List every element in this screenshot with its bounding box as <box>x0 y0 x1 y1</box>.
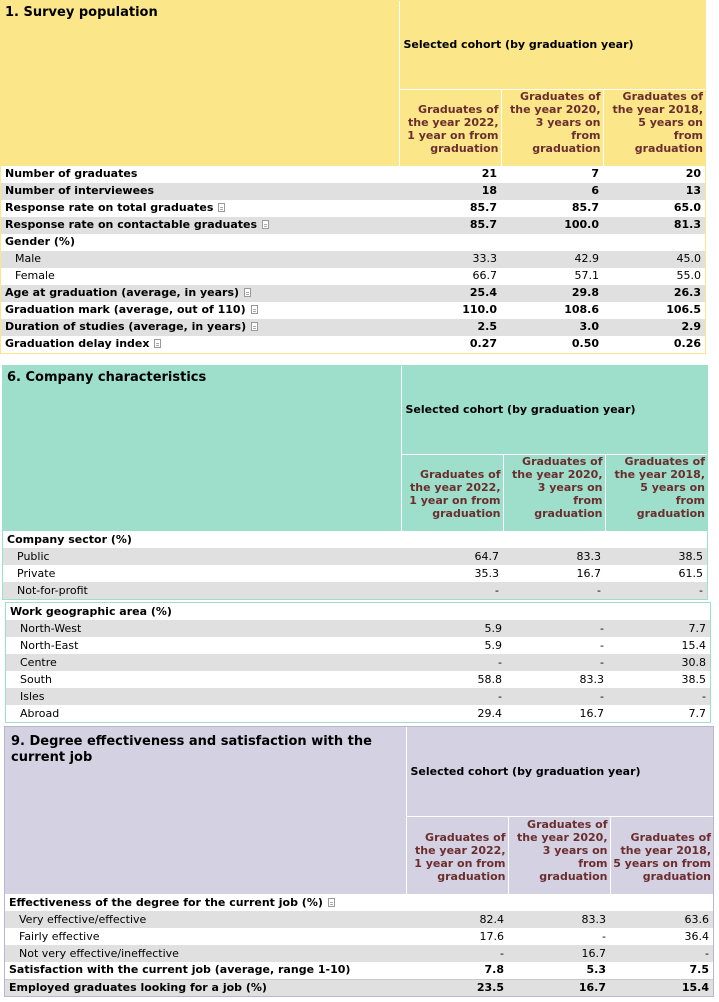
column-header-2020: Graduates of the year 2020, 3 years on from graduation <box>501 89 603 166</box>
cell-value: - <box>610 945 713 962</box>
row-label <box>6 654 404 671</box>
cell-value: 38.5 <box>605 548 707 565</box>
cell-value: - <box>605 582 707 599</box>
cell-value: 106.5 <box>603 302 705 319</box>
row-label <box>1 217 399 234</box>
cell-value: 63.6 <box>610 911 713 928</box>
section-title: 6. Company characteristics <box>3 366 401 531</box>
cell-value <box>401 531 503 548</box>
cell-value <box>501 234 603 251</box>
cell-value: 5.9 <box>404 637 506 654</box>
cell-value: 2.5 <box>399 319 501 336</box>
table-row <box>1 234 705 251</box>
cell-value: 7.7 <box>608 705 710 722</box>
row-label-text: Public <box>17 549 50 563</box>
table-row <box>1 251 705 268</box>
cell-value <box>608 603 710 620</box>
cell-value: - <box>506 654 608 671</box>
column-header-2018: Graduates of the year 2018, 5 years on from graduation <box>610 816 713 894</box>
row-label-text: Employed graduates looking for a job (%) <box>9 980 267 994</box>
table-row <box>5 928 713 945</box>
row-label-text: Not very effective/ineffective <box>19 946 179 960</box>
row-label-text: Effectiveness of the degree for the current job (%) <box>9 895 323 909</box>
row-label <box>3 565 401 582</box>
row-label <box>5 979 406 996</box>
row-label <box>6 620 404 637</box>
row-label-text: Isles <box>20 689 45 703</box>
note-icon[interactable] <box>218 203 225 212</box>
table-row <box>5 894 713 911</box>
cell-value: 29.8 <box>501 285 603 302</box>
cell-value: 35.3 <box>401 565 503 582</box>
cell-value: 21 <box>399 166 501 183</box>
row-label <box>3 548 401 565</box>
cell-value <box>603 234 705 251</box>
cell-value: 38.5 <box>608 671 710 688</box>
table-row <box>1 285 705 302</box>
row-label <box>1 336 399 353</box>
row-label <box>6 671 404 688</box>
cell-value: 85.7 <box>399 217 501 234</box>
cell-value <box>503 531 605 548</box>
cell-value: 16.7 <box>508 945 610 962</box>
row-label <box>6 637 404 654</box>
cell-value: 3.0 <box>501 319 603 336</box>
row-label-text: North-East <box>20 638 79 652</box>
cell-value: 33.3 <box>399 251 501 268</box>
note-icon[interactable] <box>251 322 258 331</box>
cell-value: 83.3 <box>508 911 610 928</box>
table-row <box>1 319 705 336</box>
cell-value: 66.7 <box>399 268 501 285</box>
cell-value: 85.7 <box>501 200 603 217</box>
row-label-text: North-West <box>20 621 82 635</box>
cell-value: - <box>506 620 608 637</box>
table-row <box>5 979 713 996</box>
row-label <box>6 705 404 722</box>
note-icon[interactable] <box>328 898 335 907</box>
cohort-label: Selected cohort (by graduation year) <box>399 1 705 89</box>
cell-value: 16.7 <box>506 705 608 722</box>
cell-value: 61.5 <box>605 565 707 582</box>
cell-value: 26.3 <box>603 285 705 302</box>
row-label <box>3 582 401 599</box>
cell-value <box>404 603 506 620</box>
row-label <box>5 894 406 911</box>
row-label-text: Number of interviewees <box>5 184 155 197</box>
row-label-text: Number of graduates <box>5 167 138 180</box>
table-row <box>3 531 707 548</box>
row-label <box>5 945 406 962</box>
table-row <box>6 603 710 620</box>
cell-value: 45.0 <box>603 251 705 268</box>
company-characteristics-section <box>2 365 708 600</box>
cell-value: 15.4 <box>608 637 710 654</box>
table-row <box>3 548 707 565</box>
row-label-text: Age at graduation (average, in years) <box>5 286 240 299</box>
cell-value: 20 <box>603 166 705 183</box>
table-row <box>6 671 710 688</box>
row-label-text: Graduation mark (average, out of 110) <box>5 303 246 316</box>
cell-value: 81.3 <box>603 217 705 234</box>
table-row <box>1 200 705 217</box>
row-label <box>1 251 399 268</box>
cell-value: 108.6 <box>501 302 603 319</box>
cell-value: - <box>506 688 608 705</box>
cell-value: 5.9 <box>404 620 506 637</box>
cell-value: 5.3 <box>508 962 610 979</box>
row-label-text: Duration of studies (average, in years) <box>5 320 247 333</box>
row-label <box>6 603 404 620</box>
cell-value: 29.4 <box>404 705 506 722</box>
cell-value <box>406 894 508 911</box>
row-label-text: Satisfaction with the current job (average, range 1-10) <box>9 963 351 977</box>
cell-value: 25.4 <box>399 285 501 302</box>
note-icon[interactable] <box>154 339 161 348</box>
cell-value <box>506 603 608 620</box>
table-row <box>1 183 705 200</box>
table-row <box>3 565 707 582</box>
cell-value: 0.50 <box>501 336 603 353</box>
cell-value: 57.1 <box>501 268 603 285</box>
degree-effectiveness-section <box>4 726 714 997</box>
cell-value: - <box>404 688 506 705</box>
cell-value: 42.9 <box>501 251 603 268</box>
note-icon[interactable] <box>262 220 269 229</box>
row-label <box>1 166 399 183</box>
row-label-text: Private <box>17 566 56 580</box>
row-label-text: Company sector (%) <box>7 532 132 546</box>
table-row <box>1 302 705 319</box>
table-row <box>1 166 705 183</box>
table-row <box>6 654 710 671</box>
cell-value <box>605 531 707 548</box>
row-label-text: Centre <box>20 655 57 669</box>
column-header-2022: Graduates of the year 2022, 1 year on from graduation <box>399 89 501 166</box>
row-label-text: Fairly effective <box>19 929 100 943</box>
column-header-2018: Graduates of the year 2018, 5 years on from graduation <box>605 454 707 531</box>
row-label-text: Very effective/effective <box>19 912 147 926</box>
cell-value: - <box>608 688 710 705</box>
cell-value: 7.8 <box>406 962 508 979</box>
cell-value <box>399 234 501 251</box>
cell-value: 83.3 <box>506 671 608 688</box>
row-label-text: Work geographic area (%) <box>10 604 172 618</box>
cell-value: 16.7 <box>503 565 605 582</box>
column-header-2022: Graduates of the year 2022, 1 year on from graduation <box>401 454 503 531</box>
cell-value: - <box>401 582 503 599</box>
cell-value: 16.7 <box>508 979 610 996</box>
table-row <box>1 217 705 234</box>
row-label-text: Male <box>15 252 42 265</box>
cell-value: - <box>503 582 605 599</box>
cell-value: 30.8 <box>608 654 710 671</box>
cell-value: - <box>406 945 508 962</box>
table-row <box>5 962 713 979</box>
cell-value: 23.5 <box>406 979 508 996</box>
row-label <box>1 302 399 319</box>
cell-value <box>610 894 713 911</box>
row-label <box>1 183 399 200</box>
row-label <box>1 234 399 251</box>
cell-value: 100.0 <box>501 217 603 234</box>
cell-value: 58.8 <box>404 671 506 688</box>
cell-value: - <box>506 637 608 654</box>
cell-value: 7.7 <box>608 620 710 637</box>
table-row <box>6 637 710 654</box>
table-row <box>3 582 707 599</box>
column-header-2022: Graduates of the year 2022, 1 year on from graduation <box>406 816 508 894</box>
cell-value <box>508 894 610 911</box>
cell-value: 82.4 <box>406 911 508 928</box>
cell-value: 83.3 <box>503 548 605 565</box>
row-label-text: Female <box>15 269 55 282</box>
cell-value: 18 <box>399 183 501 200</box>
table-row <box>5 945 713 962</box>
row-label-text: Response rate on total graduates <box>5 201 214 214</box>
note-icon[interactable] <box>251 305 258 314</box>
table-row <box>6 705 710 722</box>
cohort-label: Selected cohort (by graduation year) <box>406 727 713 816</box>
row-label <box>1 268 399 285</box>
section-title: 1. Survey population <box>1 1 399 166</box>
row-label <box>5 962 406 979</box>
table-row <box>6 620 710 637</box>
table-row <box>6 688 710 705</box>
cell-value: 85.7 <box>399 200 501 217</box>
row-label <box>1 285 399 302</box>
row-label <box>5 911 406 928</box>
row-label <box>6 688 404 705</box>
cell-value: 17.6 <box>406 928 508 945</box>
cell-value: 65.0 <box>603 200 705 217</box>
row-label-text: Abroad <box>20 706 60 720</box>
table-row <box>1 336 705 353</box>
cell-value: 7 <box>501 166 603 183</box>
row-label-text: Graduation delay index <box>5 337 150 350</box>
cell-value: 7.5 <box>610 962 713 979</box>
row-label-text: Not-for-profit <box>17 583 88 597</box>
row-label-text: Gender (%) <box>5 235 75 248</box>
cell-value: 13 <box>603 183 705 200</box>
cell-value: 110.0 <box>399 302 501 319</box>
work-geographic-area-table <box>5 602 711 723</box>
cell-value: - <box>404 654 506 671</box>
note-icon[interactable] <box>244 288 251 297</box>
cell-value: 36.4 <box>610 928 713 945</box>
cell-value: - <box>508 928 610 945</box>
cell-value: 55.0 <box>603 268 705 285</box>
row-label <box>3 531 401 548</box>
row-label <box>1 200 399 217</box>
row-label <box>5 928 406 945</box>
column-header-2018: Graduates of the year 2018, 5 years on from graduation <box>603 89 705 166</box>
cell-value: 64.7 <box>401 548 503 565</box>
row-label-text: South <box>20 672 52 686</box>
column-header-2020: Graduates of the year 2020, 3 years on from graduation <box>508 816 610 894</box>
cell-value: 15.4 <box>610 979 713 996</box>
table-row <box>1 268 705 285</box>
cell-value: 6 <box>501 183 603 200</box>
cohort-label: Selected cohort (by graduation year) <box>401 366 707 454</box>
row-label-text: Response rate on contactable graduates <box>5 218 258 231</box>
row-label <box>1 319 399 336</box>
cell-value: 0.26 <box>603 336 705 353</box>
cell-value: 0.27 <box>399 336 501 353</box>
survey-population-section <box>0 0 706 354</box>
table-row <box>5 911 713 928</box>
section-title: 9. Degree effectiveness and satisfaction with the current job <box>5 727 406 894</box>
cell-value: 2.9 <box>603 319 705 336</box>
column-header-2020: Graduates of the year 2020, 3 years on from graduation <box>503 454 605 531</box>
